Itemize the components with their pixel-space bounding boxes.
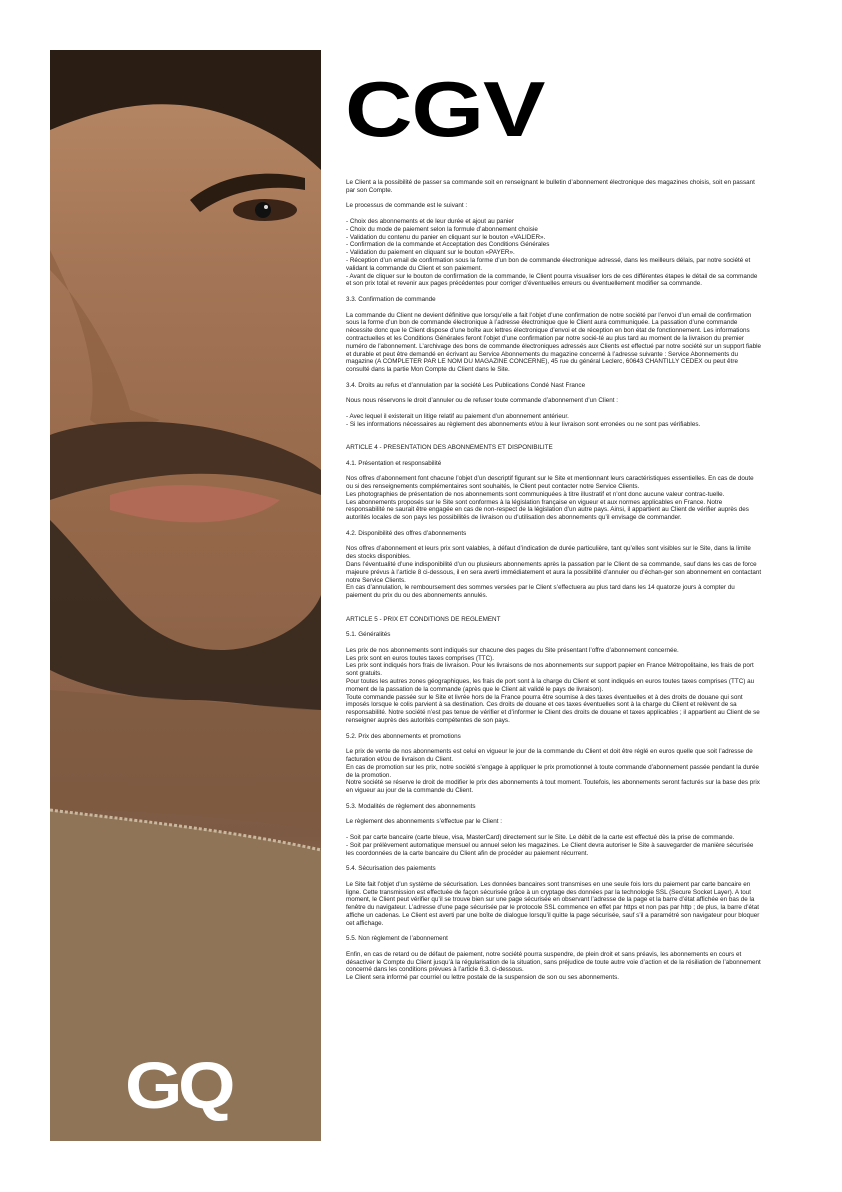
section-heading: 5.1. Généralités xyxy=(346,631,391,639)
section-heading: 5.2. Prix des abonnements et promotions xyxy=(346,732,461,740)
paragraph: - Choix des abonnements et de leur durée et ajout au panier - Choix du mode de paiement selon la formule d’abonnement choisie - Validation du contenu du panier en cliquant sur le bouton «VALIDER». - Confirmation de la commande et Acceptation des Conditions Générales - Validation du paiement en cliquant sur le bouton «PAYER». - Réception d’un email de confirmation sous la forme d’un bon de commande électronique adressé, dans les meilleurs délais, par notre société et validant la commande du Client et son paiement. - Avant de cliquer sur le bouton de confirmation de la commande, le Client pourra visualiser lors de ces différentes étapes le détail de sa commande et son prix total et revenir aux pages précédentes pour corriger d’éventuelles erreurs ou éventuellement modifier sa commande. xyxy=(346,217,758,288)
article-heading: ARTICLE 5 - PRIX ET CONDITIONS DE REGLEMENT xyxy=(346,615,501,623)
paragraph: Les prix de nos abonnements sont indiqués sur chacune des pages du Site présentant l’offre d’abonnement concernée. Les prix sont en euros toutes taxes comprises (TTC). Les prix sont indiqués hors frais de livraison. Pour les livraisons de nos abonnements sur support papier en France Métropolitaine, les frais de port sont gratuits. Pour toutes les autres zones géographiques, les frais de port sont à la charge du Client et sont indiqués en euros toutes taxes comprises (TTC) au moment de la passation de la commande (après que le Client ait validé le pays de livraison). Toute commande passée sur le Site et livrée hors de la France pourra être soumise à des taxes éventuelles et à des droits de douane qui sont imposés lorsque le colis parvient à sa destination. Ces droits de douane et ces taxes éventuelles sont à la charge du Client et relèvent de sa responsabilité. Notre société n’est pas tenue de vérifier et d’informer le Client des droits de douane et taxes applicables ; il appartient au Client de se renseigner auprès des autorités compétentes de son pays. xyxy=(346,646,760,724)
article-heading: ARTICLE 4 - PRESENTATION DES ABONNEMENTS ET DISPONIBILITE xyxy=(346,444,553,452)
portrait-illustration xyxy=(50,50,321,1141)
page-title: CGV xyxy=(345,65,545,153)
paragraph: La commande du Client ne devient définitive que lorsqu’elle a fait l’objet d’une confirmation de notre société par l’envoi d’un email de confirmation sous la forme d’un bon de commande électronique à l’adresse électronique que le Client aura communiquée. La passation d’une commande nécessite donc que le Client dispose d’une boîte aux lettres électronique d’envoi et de réception en bon état de fonctionnement. Les informations contractuelles et les Conditions Générales feront l’objet d’une confirmation par notre socié-té au plus tard au moment de la livraison du premier numéro de l’abonnement. L’archivage des bons de commande électroniques adressés aux Clients est effectué par notre société sur un support fiable et durable et peut être demandé en écrivant au Service Abonnements du magazine concerné à l’adresse suivante : Service Abonnements du magazine (A COMPLETER PAR LE NOM DU MAGAZINE CONCERNE), 45 rue du général Leclerc, 60643 CHANTILLY CEDEX ou peut être consulté dans la partie Mon Compte du Client dans le Site. xyxy=(346,311,762,374)
section-heading: 3.4. Droits au refus et d’annulation par la société Les Publications Condé Nast France xyxy=(346,381,586,389)
paragraph: - Soit par carte bancaire (carte bleue, visa, MasterCard) directement sur le Site. Le débit de la carte est effectué dès la prise de commande. - Soit par prélèvement automatique mensuel ou annuel selon les magazines. Le Client devra autoriser le Site à sauvegarder de manière sécurisée les coordonnées de la carte bancaire du Client afin de procéder au paiement récurrent. xyxy=(346,833,754,857)
paragraph: Le prix de vente de nos abonnements est celui en vigueur le jour de la commande du Client et doit être réglé en euros quelle que soit l’adresse de facturation et/ou de livraison du Client. En cas de promotion sur les prix, notre société s’engage à appliquer le prix promotionnel à toute commande d’abonnement passée pendant la durée de la promotion. Notre société se réserve le droit de modifier le prix des abonnements à tout moment. Toutefois, les abonnements seront facturés sur la base des prix en vigueur au jour de la commande du Client. xyxy=(346,748,760,795)
gq-logo: GQ xyxy=(125,1048,232,1122)
paragraph: Le règlement des abonnements s’effectue par le Client : xyxy=(346,818,503,826)
section-heading: 5.3. Modalités de règlement des abonnements xyxy=(346,802,476,810)
paragraph: - Avec lequel il existerait un litige relatif au paiement d’un abonnement antérieur. - Si les informations nécessaires au règlement des abonnements et/ou à leur livraison sont erronées ou ne sont pas vérifiables. xyxy=(346,412,701,428)
terms-body-text xyxy=(346,179,762,990)
paragraph: Nos offres d’abonnement font chacune l’objet d’un descriptif figurant sur le Site et mentionnant leurs caractéristiques essentielles. En cas de doute ou si des renseignements complémentaires sont souhaités, le Client peut contacter notre Service Clients. Les photographies de présentation de nos abonnements sont communiquées à titre illustratif et n’ont donc aucune valeur contrac-tuelle. Les abonnements proposés sur le Site sont conformes à la législation française en vigueur et aux normes applicables en France. Notre responsabilité ne saurait être engagée en cas de non-respect de la législation d’un autre pays. Ainsi, il appartient au Client de vérifier auprès des autorités locales de son pays les possibilités de livraison ou d’utilisation des abonnements qu’il envisage de commander. xyxy=(346,475,754,522)
paragraph: Enfin, en cas de retard ou de défaut de paiement, notre société pourra suspendre, de plein droit et sans préavis, les abonnements en cours et désactiver le Compte du Client jusqu’à la régularisation de la situation, sans préjudice de toute autre voie d’action et de la résiliation de l’abonnement concerné dans les conditions prévues à l’article 6.3. ci-dessous. Le Client sera informé par courriel ou lettre postale de la suspension de son ou ses abonnements. xyxy=(346,950,761,982)
section-heading: 4.2. Disponibilité des offres d’abonnements xyxy=(346,529,467,537)
section-heading: 4.1. Présentation et responsabilité xyxy=(346,459,442,467)
paragraph: Le Site fait l’objet d’un système de sécurisation. Les données bancaires sont transmises en une seule fois lors du paiement par carte bancaire en ligne. Cette transmission est effectuée de façon sécurisée grâce à un cryptage des données par la technologie SSL (Secure Socket Layer). A tout moment, le Client peut vérifier qu’il se trouve bien sur une page sécurisée en observant l’adresse de la page et la barre d’état affichée en bas de la fenêtre du navigateur. L’adresse d’une page sécurisée par le protocole SSL commence en effet par https et non pas par http ; de plus, la barre d’état affiche un cadenas. Le Client est averti par une boîte de dialogue lorsqu’il quitte la page sécurisée, sauf s’il a paramétré son navigateur pour bloquer cet affichage. xyxy=(346,880,760,927)
section-heading: 5.5. Non règlement de l’abonnement xyxy=(346,935,448,943)
cover-portrait-image xyxy=(50,50,321,1141)
paragraph: Nous nous réservons le droit d’annuler ou de refuser toute commande d’abonnement d’un Client : xyxy=(346,397,618,405)
paragraph: Le processus de commande est le suivant : xyxy=(346,202,468,210)
paragraph: Le Client a la possibilité de passer sa commande soit en renseignant le bulletin d’abonnement électronique des magazines choisis, soit en passant par son Compte. xyxy=(346,179,755,194)
section-heading: 3.3. Confirmation de commande xyxy=(346,295,436,303)
section-heading: 5.4. Sécurisation des paiements xyxy=(346,865,436,873)
paragraph: Nos offres d’abonnement et leurs prix sont valables, à défaut d’indication de durée particulière, tant qu’elles sont visibles sur le Site, dans la limite des stocks disponibles. Dans l’éventualité d’une indisponibilité d’un ou plusieurs abonnements après la passation par le Client de sa commande, sauf dans les cas de force majeure prévus à l’article 8 ci-dessous, il en sera averti immédiatement et aura la possibilité d’annuler ou d’échan-ger son abonnement en contactant notre Service Clients. En cas d’annulation, le remboursement des sommes versées par le Client s’effectuera au plus tard dans les 14 quatorze jours à compter du paiement du prix du ou des abonnements annulés. xyxy=(346,545,762,600)
